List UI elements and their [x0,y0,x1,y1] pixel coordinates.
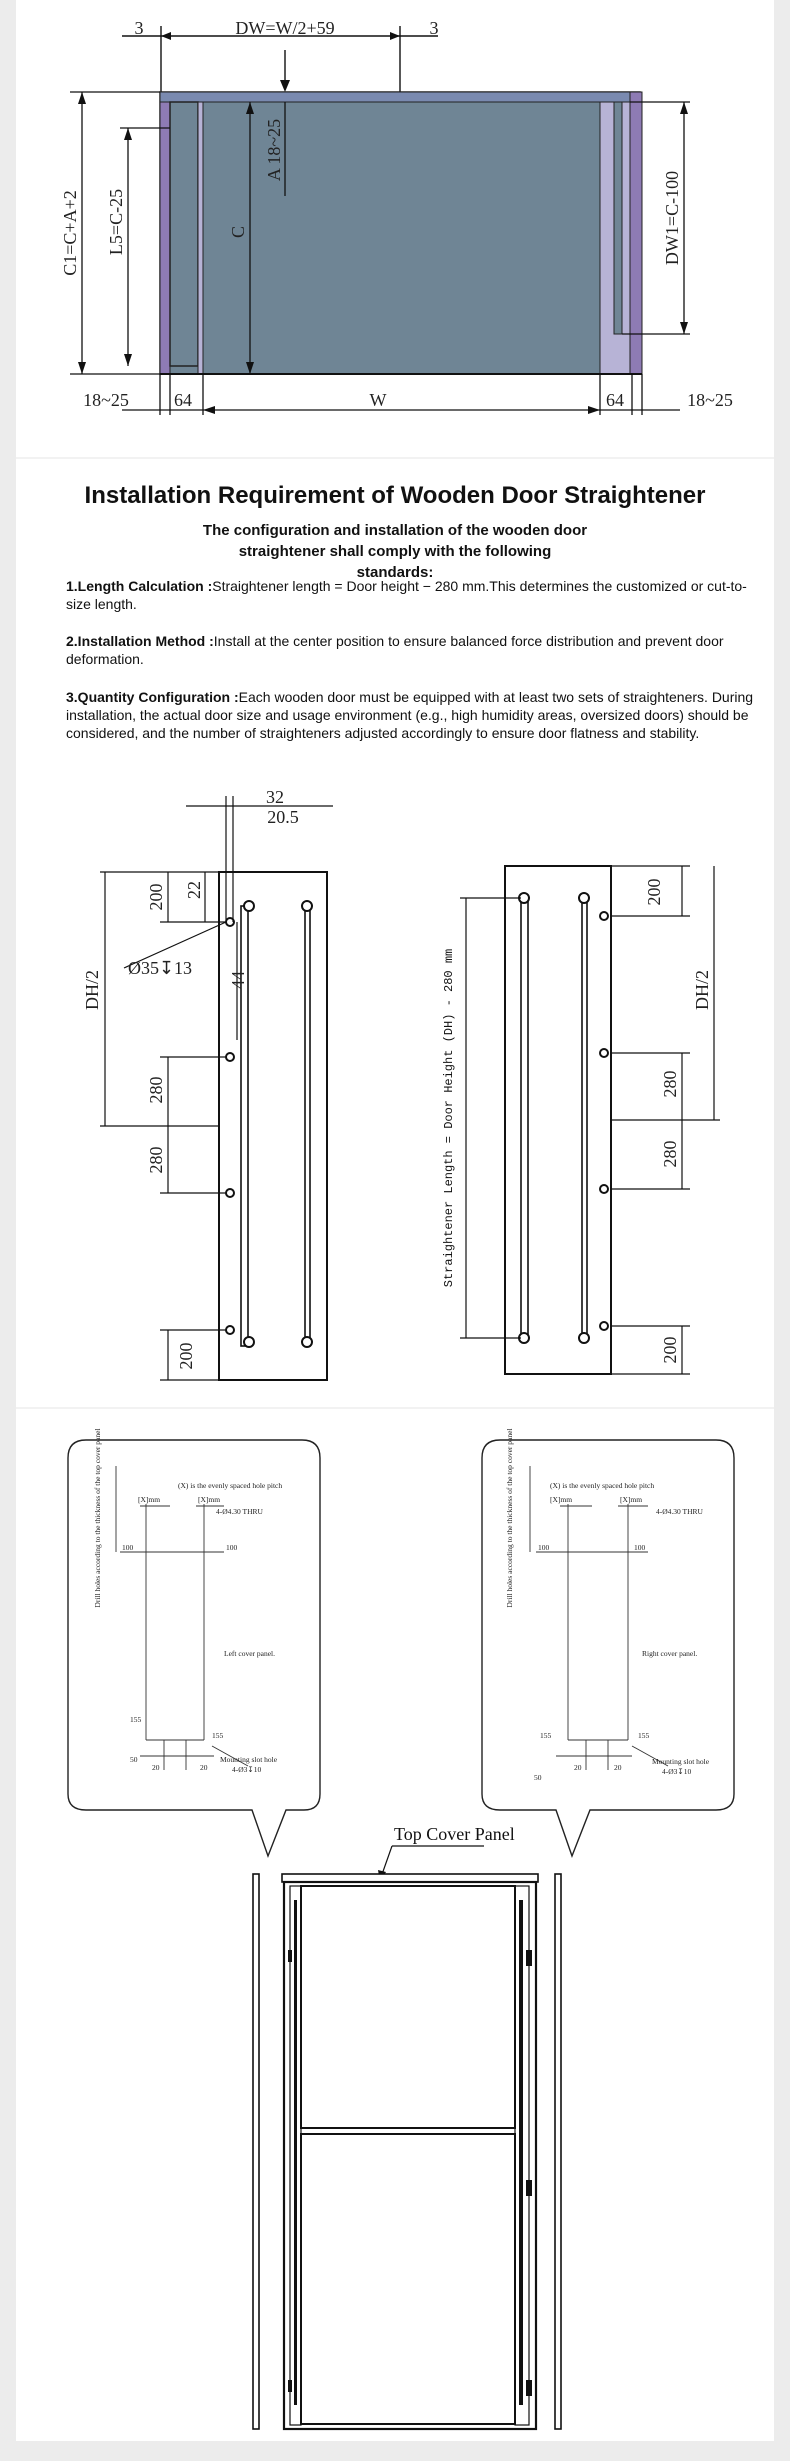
left-panel-slot: Mounting slot hole [220,1755,278,1764]
requirement-2-label: 2.Installation Method : [66,633,214,649]
dim-32: 32 [266,787,284,807]
right-panel-155b: 155 [638,1731,650,1740]
right-panel-100a: 100 [538,1543,550,1552]
dim-l5: L5=C-25 [106,188,126,256]
dim-bottom-right: 18~25 [687,390,733,410]
right-panel-20a: 20 [574,1763,582,1772]
dim-c: C [228,225,248,239]
right-panel-pitch: (X) is the evenly spaced hole pitch [550,1481,655,1490]
dim-dw1: DW1=C-100 [662,170,682,266]
page-subtitle: The configuration and installation of the wooden door straightener shall comply with the following standards: [202,522,588,581]
dim-280-b: 280 [146,1146,166,1174]
left-panel-pitch: (X) is the evenly spaced hole pitch [178,1481,283,1490]
requirement-2-text: Install at the center position to ensure balanced force distribution and prevent door deformation. [66,633,724,667]
dim-200-top: 200 [146,883,166,911]
right-panel-slot-spec: 4-Ø3↧10 [662,1767,692,1776]
dim-44: 44 [228,971,248,989]
requirement-1-label: 1.Length Calculation : [66,578,213,594]
right-panel-155a: 155 [540,1731,552,1740]
left-panel-100a: 100 [122,1543,134,1552]
dim-right-280-a: 280 [660,1070,680,1098]
right-panel-label: Right cover panel. [642,1649,698,1658]
dim-right-dh2: DH/2 [692,970,712,1010]
left-panel-20a: 20 [152,1763,160,1772]
right-panel-x2: [X]mm [620,1495,643,1504]
dim-right-200-top: 200 [644,878,664,906]
dim-left-gap: 3 [134,18,144,38]
dim-20-5: 20.5 [267,807,299,827]
dim-right-200-bottom: 200 [660,1336,680,1364]
dim-w: W [369,390,387,410]
requirement-1-text: Straightener length = Door height − 280 mm.This determines the customized or cut-to-size length. [66,578,747,612]
requirement-3-text: Each wooden door must be equipped with at least two sets of straighteners. During installation, the actual door size and usage environment (e.g., high humidity areas, oversized doors) should be considered, and the number of straighteners adjusted accordingly to ensure door flatness and stability. [66,689,754,741]
dim-bottom-left: 18~25 [83,390,129,410]
dim-side-right: 64 [606,390,624,410]
left-panel-155b: 155 [212,1731,224,1740]
dim-right-gap: 3 [429,18,439,38]
left-panel-hole: 4-Ø4.30 THRU [216,1507,263,1516]
left-panel-100b: 100 [226,1543,238,1552]
left-panel-20b: 20 [200,1763,208,1772]
right-panel-x1: [X]mm [550,1495,573,1504]
dim-dh2-left: DH/2 [82,970,102,1010]
page-title: Installation Requirement of Wooden Door Straightener [84,482,706,509]
dim-dw: DW=W/2+59 [235,18,335,38]
dim-280-a: 280 [146,1076,166,1104]
right-panel-slot: Mounting slot hole [652,1757,710,1766]
right-panel-side-note: Drill holes according to the thickness of the top cover panel [505,1428,514,1608]
top-cover-panel-label: Top Cover Panel [394,1824,515,1844]
dim-c1: C1=C+A+2 [60,190,80,276]
right-panel-hole: 4-Ø4.30 THRU [656,1507,703,1516]
dim-side-left: 64 [174,390,192,410]
requirement-3-label: 3.Quantity Configuration : [66,689,239,705]
left-panel-slot-spec: 4-Ø3↧10 [232,1765,262,1774]
dim-hole: Ø35↧13 [127,958,193,978]
right-panel-100b: 100 [634,1543,646,1552]
dim-200-bottom: 200 [176,1342,196,1370]
straightener-length-label: Straightener Length = Door Height (DH) - 280 mm [442,948,456,1288]
left-panel-label: Left cover panel. [224,1649,276,1658]
right-panel-50: 50 [534,1773,542,1782]
dim-right-280-b: 280 [660,1140,680,1168]
left-panel-side-note: Drill holes according to the thickness of the top cover panel [93,1428,102,1608]
left-panel-x2: [X]mm [198,1495,221,1504]
left-panel-155a: 155 [130,1715,142,1724]
dim-22: 22 [184,881,204,899]
left-panel-50: 50 [130,1755,138,1764]
dim-a: A 18~25 [264,118,284,182]
left-panel-x1: [X]mm [138,1495,161,1504]
right-panel-20b: 20 [614,1763,622,1772]
